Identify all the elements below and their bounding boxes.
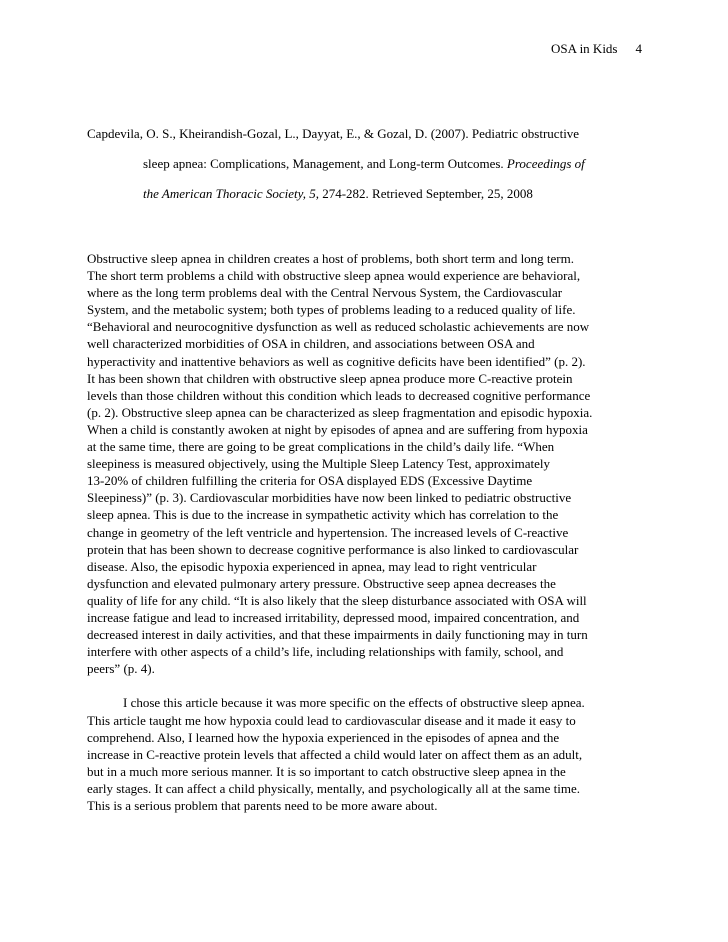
text-line: The short term problems a child with obstructive sleep apnea would experience are behavioral, xyxy=(87,268,581,284)
text-line: This article taught me how hypoxia could lead to cardiovascular disease and it made it easy to xyxy=(87,712,576,728)
text-line: where as the long term problems deal with the Central Nervous System, the Cardiovascular xyxy=(87,285,563,301)
text-line: sleepiness is measured objectively, using the Multiple Sleep Latency Test, approximately xyxy=(87,456,551,472)
citation-text: sleep apnea: Complications, Management, and Long-term Outcomes. xyxy=(143,156,507,171)
text-line: System, and the metabolic system; both types of problems leading to a reduced quality of life. xyxy=(87,302,576,318)
text-line: This is a serious problem that parents need to be more aware about. xyxy=(87,798,438,813)
text-line: dysfunction and elevated pulmonary artery pressure. Obstructive seep apnea decreases the xyxy=(87,575,556,591)
text-line: Sleepiness)” (p. 3). Cardiovascular morbidities have now been linked to pediatric obstructive xyxy=(87,490,572,506)
journal-title: Proceedings of xyxy=(506,156,585,171)
citation-line xyxy=(87,149,647,179)
text-line: early stages. It can affect a child physically, mentally, and psychologically all at the same time. xyxy=(87,780,580,796)
summary-paragraph xyxy=(87,250,655,677)
citation-line: Capdevila, O. S., Kheirandish-Gozal, L., Dayyat, E., & Gozal, D. (2007). Pediatric obstructive xyxy=(87,126,580,141)
page-number: 4 xyxy=(635,41,642,56)
journal-title-volume: the American Thoracic Society, 5, xyxy=(143,186,319,201)
citation-text: 274-282. Retrieved September, 25, 2008 xyxy=(318,186,533,201)
text-line: levels than those children without this condition which leads to decreased cognitive performance xyxy=(87,387,591,403)
running-head: OSA in Kids xyxy=(551,41,618,56)
text-line: increase fatigue and lead to increased irritability, depressed mood, impaired concentration, and xyxy=(87,609,580,625)
text-line: decreased interest in daily activities, and that these impairments in daily functioning may in turn xyxy=(87,627,588,643)
reflection-paragraph xyxy=(87,694,655,814)
text-line: When a child is constantly awoken at night by episodes of apnea and are suffering from hypoxia xyxy=(87,421,588,437)
page-header xyxy=(551,41,642,57)
text-line: disease. Also, the episodic hypoxia experienced in apnea, may lead to right ventricular xyxy=(87,558,537,574)
article-summary xyxy=(87,250,655,814)
text-line: protein that has been shown to decrease cognitive performance is also linked to cardiovascular xyxy=(87,541,579,557)
text-line: interfere with other aspects of a child’s life, including relationships with family, school, and xyxy=(87,644,564,660)
text-line: increase in C-reactive protein levels that affected a child would later on affect them as an adult, xyxy=(87,746,583,762)
paragraph-break xyxy=(87,677,655,694)
text-line: but in a much more serious manner. It is so important to catch obstructive sleep apnea in the xyxy=(87,763,566,779)
text-line: at the same time, there are going to be great complications in the child’s daily life. “When xyxy=(87,439,555,455)
text-line: well characterized morbidities of OSA in children, and associations between OSA and xyxy=(87,336,535,352)
text-line: I chose this article because it was more specific on the effects of obstructive sleep apnea. xyxy=(123,695,585,711)
reference-citation xyxy=(87,119,647,209)
text-line: change in geometry of the left ventricle and hypertension. The increased levels of C-reactive xyxy=(87,524,569,540)
text-line: quality of life for any child. “It is also likely that the sleep disturbance associated with OSA will xyxy=(87,592,587,608)
text-line: “Behavioral and neurocognitive dysfunction as well as reduced scholastic achievements are now xyxy=(87,319,590,335)
text-line: It has been shown that children with obstructive sleep apnea produce more C-reactive protein xyxy=(87,370,573,386)
text-line: hyperactivity and inattentive behaviors as well as cognitive deficits have been identified” (p. 2). xyxy=(87,353,586,369)
text-line: comprehend. Also, I learned how the hypoxia experienced in the episodes of apnea and the xyxy=(87,729,560,745)
text-line: peers” (p. 4). xyxy=(87,661,155,677)
text-line: Obstructive sleep apnea in children creates a host of problems, both short term and long term. xyxy=(87,251,574,266)
text-line: 13-20% of children fulfilling the criteria for OSA displayed EDS (Excessive Daytime xyxy=(87,473,533,489)
text-line: sleep apnea. This is due to the increase in sympathetic activity which has correlation to the xyxy=(87,507,559,523)
text-line: (p. 2). Obstructive sleep apnea can be characterized as sleep fragmentation and episodic hypoxia. xyxy=(87,404,593,420)
citation-line xyxy=(87,179,647,209)
